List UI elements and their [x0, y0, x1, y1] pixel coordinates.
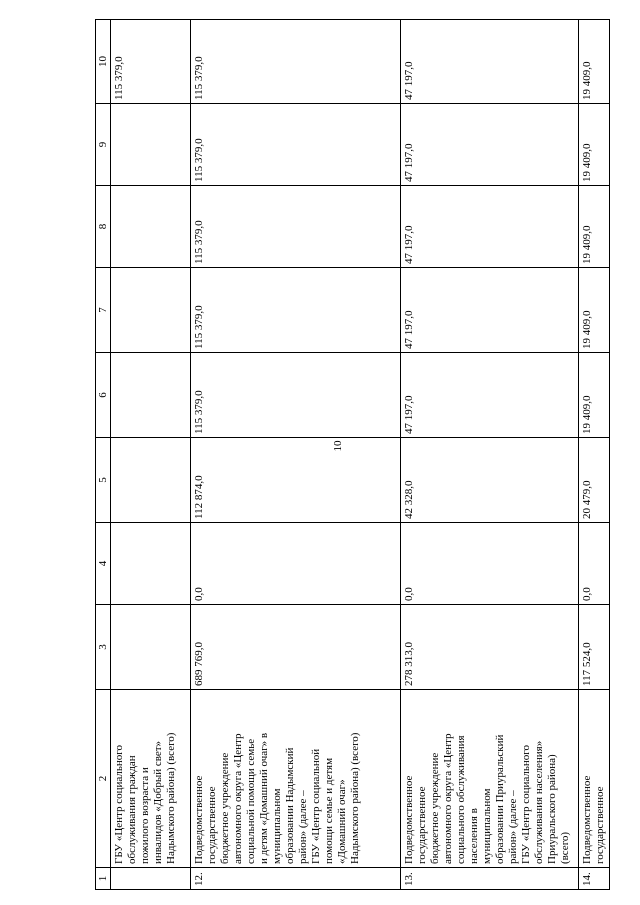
column-header: 8 — [96, 186, 111, 268]
column-header: 10 — [96, 20, 111, 104]
value-cell: 47 197,0 — [401, 268, 579, 353]
value-cell: 20 479,0 — [579, 438, 610, 523]
column-header: 4 — [96, 523, 111, 605]
table-row — [191, 20, 401, 890]
value-cell: 19 409,0 — [579, 104, 610, 186]
column-header: 2 — [96, 690, 111, 868]
column-header: 3 — [96, 605, 111, 690]
value-cell: 115 379,0 — [191, 353, 401, 438]
value-cell: 42 328,0 — [401, 438, 579, 523]
value-cell: 47 197,0 — [401, 20, 579, 104]
row-number: 12. — [191, 868, 401, 890]
value-cell — [111, 104, 191, 186]
value-cell — [111, 605, 191, 690]
value-cell: 19 409,0 — [579, 186, 610, 268]
value-cell: 19 409,0 — [579, 20, 610, 104]
value-cell: 0,0 — [401, 523, 579, 605]
value-cell: 115 379,0 — [111, 20, 191, 104]
value-cell: 115 379,0 — [191, 20, 401, 104]
value-cell: 117 524,0 — [579, 605, 610, 690]
value-cell: 115 379,0 — [191, 186, 401, 268]
column-header: 6 — [96, 353, 111, 438]
institution-name: Подведомственное государственное бюджетное учреждение автономного округа «Центр социальной помощи семье и детям «Домашний очаг» в муниципальном образовании Надымский район» (далее – ГБУ «Центр социальной помощи семье и детям «Домашний очаг» Надымского района) (всего) — [191, 690, 401, 868]
value-cell — [111, 268, 191, 353]
row-number — [111, 868, 191, 890]
value-cell: 0,0 — [579, 523, 610, 605]
value-cell: 19 409,0 — [579, 353, 610, 438]
value-cell: 115 379,0 — [191, 268, 401, 353]
column-header: 1 — [96, 868, 111, 890]
institution-name: Подведомственное государственное бюджетное учреждение автономного округа «Центр социального обслуживания населения в муниципальном образовании Приуральский район» (далее – ГБУ «Центр социального обслуживания населения» Приуральского района) (всего) — [401, 690, 579, 868]
value-cell — [111, 186, 191, 268]
value-cell: 278 313,0 — [401, 605, 579, 690]
value-cell: 0,0 — [191, 523, 401, 605]
page-number: 10 — [332, 440, 344, 452]
value-cell: 19 409,0 — [579, 268, 610, 353]
table-row — [111, 20, 191, 890]
column-header: 9 — [96, 104, 111, 186]
value-cell — [111, 438, 191, 523]
value-cell: 115 379,0 — [191, 104, 401, 186]
value-cell: 47 197,0 — [401, 104, 579, 186]
column-header: 7 — [96, 268, 111, 353]
value-cell: 47 197,0 — [401, 353, 579, 438]
value-cell — [111, 523, 191, 605]
header-row — [96, 20, 111, 890]
table-row — [579, 20, 610, 890]
budget-table — [95, 19, 610, 890]
value-cell: 689 769,0 — [191, 605, 401, 690]
row-number: 13. — [401, 868, 579, 890]
column-header: 5 — [96, 438, 111, 523]
value-cell — [111, 353, 191, 438]
table-row — [401, 20, 579, 890]
rotated-table-container — [95, 20, 606, 890]
row-number: 14. — [579, 868, 610, 890]
value-cell: 47 197,0 — [401, 186, 579, 268]
value-cell: 112 874,0 — [191, 438, 401, 523]
institution-name: ГБУ «Центр социального обслуживания граждан пожилого возраста и инвалидов «Добрый свет» Надымского района) (всего) — [111, 690, 191, 868]
institution-name: Подведомственное государственное — [579, 690, 610, 868]
